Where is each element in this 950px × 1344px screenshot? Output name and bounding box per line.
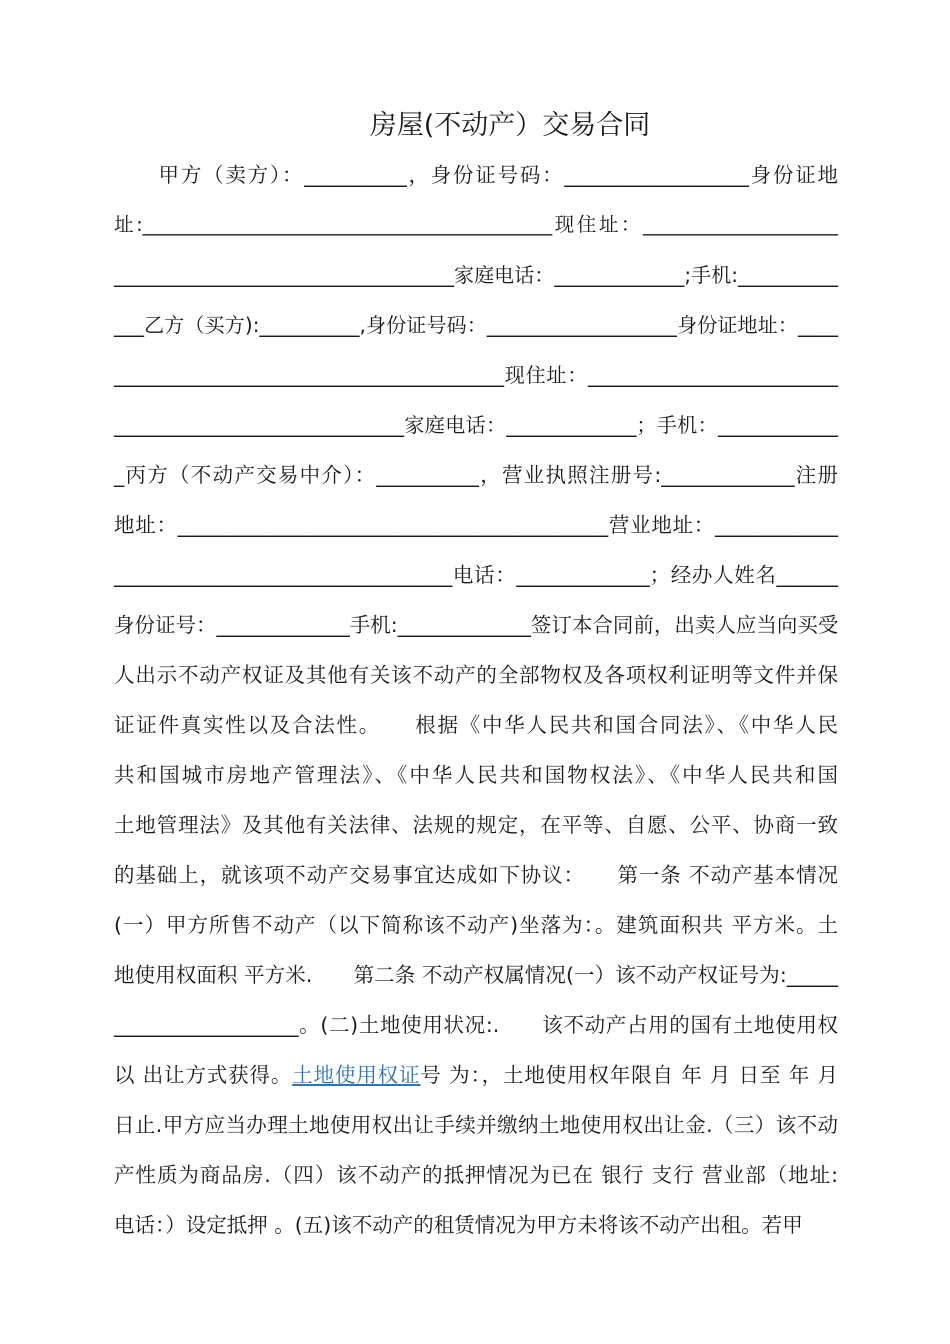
body-line: 地址：__________________________________________营业地址：____________ <box>114 513 838 537</box>
body-line: ___乙方（买方):__________,身份证号码：___________________身份证地址：____ <box>114 313 838 337</box>
body-line: 证证件真实性以及合法性。 根据《中华人民共和国合同法》、《中华人民 <box>114 713 838 737</box>
body-line: 地使用权面积 平方米. 第二条 不动产权属情况(一）该不动产权证号为:_____ <box>114 963 838 987</box>
body-line: 甲方（卖方）：__________，身份证号码：__________________身份证地 <box>114 163 838 187</box>
body-line: 身份证号：_____________手机:_____________签订本合同前，出卖人应当向买受 <box>114 613 839 637</box>
contract-body <box>114 155 838 1255</box>
body-line: __________________。(二)土地使用状况:. 该不动产占用的国有土地使用权 <box>114 1013 838 1037</box>
body-line: 人出示不动产权证及其他有关该不动产的全部物权及各项权利证明等文件并保 <box>114 663 838 687</box>
body-line: _______________________________________现住址：_________________________ <box>114 363 838 387</box>
body-line: 土地管理法》及其他有关法律、法规的规定，在平等、自愿、公平、协商一致 <box>114 813 838 837</box>
body-line: _丙方（不动产交易中介）：__________，营业执照注册号:_____________注册 <box>114 463 838 487</box>
body-line: 日止.甲方应当办理土地使用权出让手续并缴纳土地使用权出让金.（三）该不动 <box>114 1113 838 1137</box>
body-line: 共和国城市房地产管理法》、《中华人民共和国物权法》、《中华人民共和国 <box>114 763 838 787</box>
body-line: 产性质为商品房.（四）该不动产的抵押情况为已在 银行 支行 营业部（地址: <box>114 1163 838 1187</box>
line-text-after-link: 号 为：，土地使用权年限自 年 月 日至 年 月 <box>420 1063 838 1087</box>
body-line: __________________________________家庭电话：_____________;手机:__________ <box>114 263 838 287</box>
body-line: 的基础上，就该项不动产交易事宜达成如下协议： 第一条 不动产基本情况 <box>114 863 838 887</box>
land-use-certificate-link[interactable]: 土地使用权证 <box>292 1063 421 1087</box>
body-line-with-link <box>114 1055 838 1105</box>
body-line: 址:__________________________________________现住址：____________________ <box>114 213 838 236</box>
body-line: (一）甲方所售不动产（以下简称该不动产)坐落为：。建筑面积共 平方米。土 <box>114 913 838 937</box>
body-line: 电话：）设定抵押 。(五)该不动产的租赁情况为甲方未将该不动产出租。若甲 <box>114 1213 803 1237</box>
body-line: _____________________________家庭电话：_____________；手机：____________ <box>114 413 838 437</box>
body-line: _________________________________电话：_____________；经办人姓名______ <box>114 563 838 587</box>
contract-title: 房屋(不动产）交易合同 <box>369 110 651 141</box>
line-text-before-link: 以 出让方式获得。 <box>114 1063 293 1087</box>
